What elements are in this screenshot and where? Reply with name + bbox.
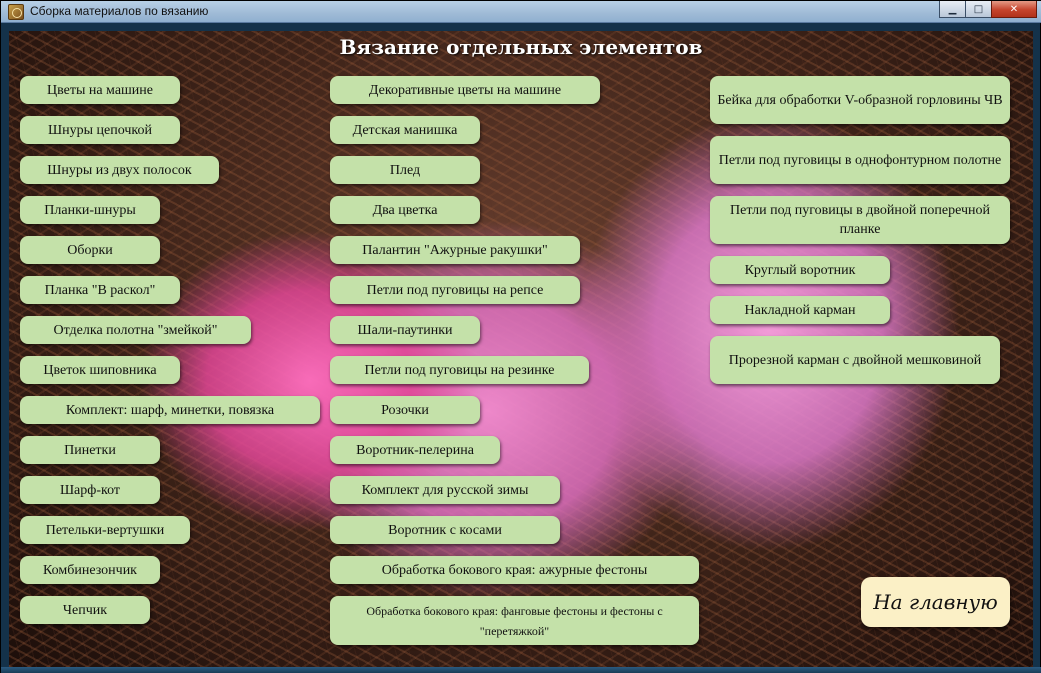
item-decorative-flowers[interactable]: Декоративные цветы на машине — [330, 76, 600, 104]
item-single-bed-buttonholes[interactable]: Петли под пуговицы в однофонтурном полотне — [710, 136, 1010, 184]
item-flowers-machine[interactable]: Цветы на машине — [20, 76, 180, 104]
item-roses[interactable]: Розочки — [330, 396, 480, 424]
item-v-neck-binding[interactable]: Бейка для обработки V-образной горловины ЧВ — [710, 76, 1010, 124]
item-plaid[interactable]: Плед — [330, 156, 480, 184]
item-loop-spinners[interactable]: Петельки-вертушки — [20, 516, 190, 544]
item-welt-pocket[interactable]: Прорезной карман с двойной мешковиной — [710, 336, 1000, 384]
item-rosehip-flower[interactable]: Цветок шиповника — [20, 356, 180, 384]
window-controls — [939, 1, 1037, 18]
item-bonnet[interactable]: Чепчик — [20, 596, 150, 624]
item-two-strip-cords[interactable]: Шнуры из двух полосок — [20, 156, 219, 184]
minimize-button[interactable]: ▁ — [939, 1, 966, 18]
window-title: Сборка материалов по вязанию — [30, 4, 209, 18]
item-two-flowers[interactable]: Два цветка — [330, 196, 480, 224]
item-fang-scallops-edge[interactable]: Обработка бокового края: фанговые фестоны и фестоны с "перетяжкой" — [330, 596, 699, 645]
item-round-collar[interactable]: Круглый воротник — [710, 256, 890, 284]
item-cape-collar[interactable]: Воротник-пелерина — [330, 436, 500, 464]
content-area — [9, 31, 1033, 667]
item-booties[interactable]: Пинетки — [20, 436, 160, 464]
window-bottom-border — [1, 667, 1041, 673]
item-kids-dickey[interactable]: Детская манишка — [330, 116, 480, 144]
item-patch-pocket[interactable]: Накладной карман — [710, 296, 890, 324]
item-russian-winter-set[interactable]: Комплект для русской зимы — [330, 476, 560, 504]
item-cord-plackets[interactable]: Планки-шнуры — [20, 196, 160, 224]
item-shell-stole[interactable]: Палантин "Ажурные ракушки" — [330, 236, 580, 264]
item-rib-buttonholes[interactable]: Петли под пуговицы на резинке — [330, 356, 589, 384]
item-scarf-set[interactable]: Комплект: шарф, минетки, повязка — [20, 396, 320, 424]
home-button[interactable]: На главную — [861, 577, 1010, 627]
item-split-placket[interactable]: Планка "В раскол" — [20, 276, 180, 304]
item-jumpsuit[interactable]: Комбинезончик — [20, 556, 160, 584]
item-rep-buttonholes[interactable]: Петли под пуговицы на репсе — [330, 276, 580, 304]
page-title: Вязание отдельных элементов — [339, 35, 703, 59]
item-snake-trim[interactable]: Отделка полотна "змейкой" — [20, 316, 251, 344]
item-frills[interactable]: Оборки — [20, 236, 160, 264]
item-cable-collar[interactable]: Воротник с косами — [330, 516, 560, 544]
title-bar[interactable] — [1, 1, 1041, 23]
item-lace-scallops-edge[interactable]: Обработка бокового края: ажурные фестоны — [330, 556, 699, 584]
item-chain-cords[interactable]: Шнуры цепочкой — [20, 116, 180, 144]
close-button[interactable]: ✕ — [991, 1, 1037, 18]
item-cat-scarf[interactable]: Шарф-кот — [20, 476, 160, 504]
app-icon — [8, 4, 24, 20]
maximize-button[interactable]: □ — [965, 1, 992, 18]
item-web-shawls[interactable]: Шали-паутинки — [330, 316, 480, 344]
item-double-placket-buttonholes[interactable]: Петли под пуговицы в двойной поперечной планке — [710, 196, 1010, 244]
